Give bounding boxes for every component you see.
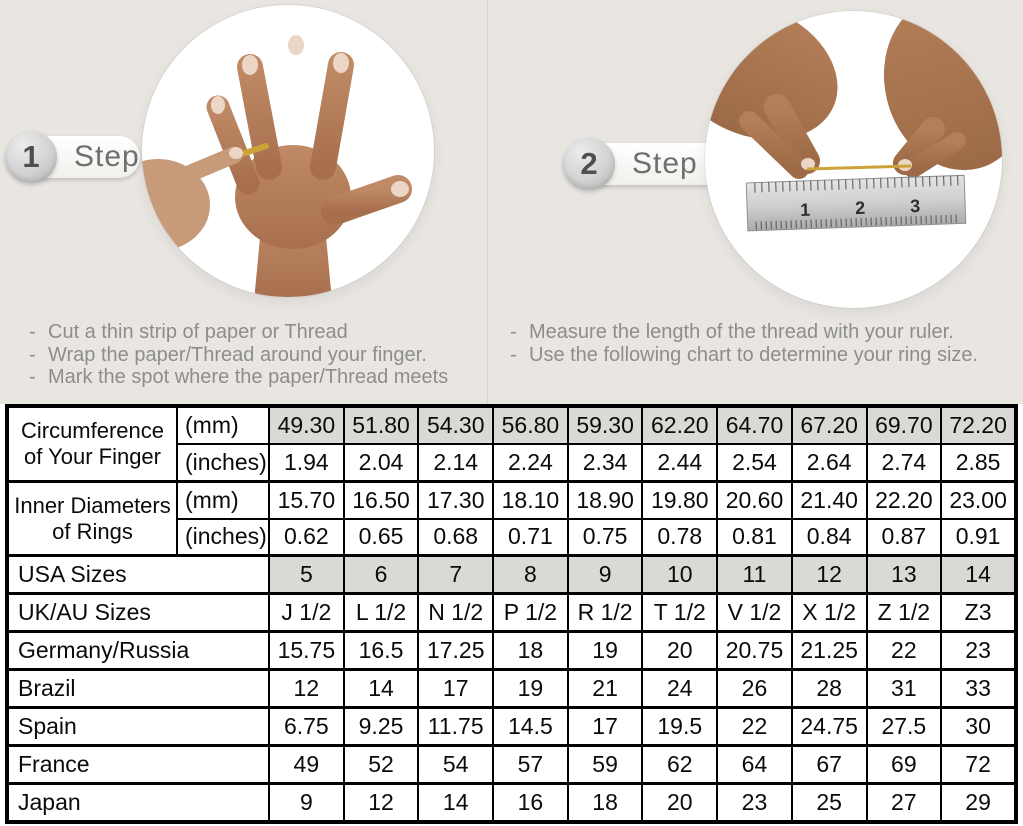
size-value-cell: 2.34 <box>568 444 643 481</box>
size-value-cell: 72 <box>941 745 1016 783</box>
step2-label: Step <box>632 147 698 180</box>
size-value-cell: 0.68 <box>418 519 493 556</box>
instruction-text: Wrap the paper/Thread around your finger. <box>48 343 427 366</box>
bullet-dash: - <box>510 343 517 366</box>
step1-photo <box>142 5 434 297</box>
unit-label: (inches) <box>177 444 269 481</box>
step1-badge <box>8 136 140 178</box>
row-label: UK/AU Sizes <box>7 594 269 632</box>
size-value-cell: 12 <box>269 670 344 708</box>
size-value-cell: 49 <box>269 745 344 783</box>
size-value-cell: 69.70 <box>867 406 942 444</box>
size-value-cell: 0.91 <box>941 519 1016 556</box>
row-label: Spain <box>7 708 269 746</box>
size-value-cell: 23 <box>941 632 1016 670</box>
size-value-cell: 29 <box>941 783 1016 822</box>
size-value-cell: 22 <box>867 632 942 670</box>
size-value-cell: 0.71 <box>493 519 568 556</box>
size-value-cell: 21.40 <box>792 481 867 518</box>
size-value-cell: 17 <box>568 708 643 746</box>
row-label: Germany/Russia <box>7 632 269 670</box>
step1-instructions <box>22 321 487 389</box>
size-value-cell: 56.80 <box>493 406 568 444</box>
step2-instructions <box>503 321 1021 366</box>
main-hand <box>211 35 409 297</box>
size-value-cell: R 1/2 <box>568 594 643 632</box>
size-value-cell: 0.78 <box>642 519 717 556</box>
size-value-cell: 20.75 <box>717 632 792 670</box>
size-value-cell: 20.60 <box>717 481 792 518</box>
size-value-cell: 19 <box>493 670 568 708</box>
step2-number: 2 <box>563 138 615 190</box>
size-value-cell: 28 <box>792 670 867 708</box>
section-divider <box>487 0 488 404</box>
row-group-label: Circumference of Your Finger <box>7 406 177 481</box>
size-value-cell: 62.20 <box>642 406 717 444</box>
pointing-hand <box>142 147 243 251</box>
size-value-cell: 12 <box>344 783 419 822</box>
size-value-cell: 31 <box>867 670 942 708</box>
size-value-cell: N 1/2 <box>418 594 493 632</box>
size-value-cell: 2.85 <box>941 444 1016 481</box>
instruction-line <box>22 344 487 367</box>
measuring-thread-illustration <box>705 11 1002 308</box>
size-value-cell: 9 <box>568 556 643 594</box>
row-label: Brazil <box>7 670 269 708</box>
size-value-cell: 19.80 <box>642 481 717 518</box>
unit-label: (inches) <box>177 519 269 556</box>
size-value-cell: 16 <box>493 783 568 822</box>
size-value-cell: 9 <box>269 783 344 822</box>
bullet-dash: - <box>29 321 36 343</box>
size-value-cell: 18 <box>493 632 568 670</box>
size-value-cell: 9.25 <box>344 708 419 746</box>
size-value-cell: 2.64 <box>792 444 867 481</box>
size-value-cell: 17.30 <box>418 481 493 518</box>
size-value-cell: 16.50 <box>344 481 419 518</box>
size-value-cell: 18.10 <box>493 481 568 518</box>
size-value-cell: 64 <box>717 745 792 783</box>
size-chart-section <box>0 404 1023 826</box>
size-value-cell: 8 <box>493 556 568 594</box>
size-value-cell: 15.70 <box>269 481 344 518</box>
size-value-cell: 0.81 <box>717 519 792 556</box>
size-value-cell: 69 <box>867 745 942 783</box>
hand-with-ring-illustration <box>142 5 434 297</box>
ruler-illustration <box>746 175 966 231</box>
bullet-dash: - <box>29 366 36 388</box>
row-label: USA Sizes <box>7 556 269 594</box>
size-value-cell: 27.5 <box>867 708 942 746</box>
table-row <box>7 745 1016 783</box>
size-value-cell: V 1/2 <box>717 594 792 632</box>
table-row <box>7 783 1016 822</box>
size-value-cell: 14 <box>344 670 419 708</box>
size-value-cell: 57 <box>493 745 568 783</box>
step1-number: 1 <box>5 131 57 183</box>
size-value-cell: 72.20 <box>941 406 1016 444</box>
size-value-cell: 11.75 <box>418 708 493 746</box>
size-value-cell: 2.54 <box>717 444 792 481</box>
size-value-cell: 27 <box>867 783 942 822</box>
instruction-text: Use the following chart to determine your ring size. <box>529 343 979 366</box>
table-row <box>7 632 1016 670</box>
size-value-cell: 14 <box>941 556 1016 594</box>
size-value-cell: 54 <box>418 745 493 783</box>
size-value-cell: X 1/2 <box>792 594 867 632</box>
row-label: Japan <box>7 783 269 822</box>
size-value-cell: 21.25 <box>792 632 867 670</box>
table-row <box>7 481 1016 518</box>
size-value-cell: 67.20 <box>792 406 867 444</box>
bullet-dash: - <box>510 321 517 343</box>
size-value-cell: 33 <box>941 670 1016 708</box>
bullet-dash: - <box>29 343 36 366</box>
size-value-cell: T 1/2 <box>642 594 717 632</box>
size-value-cell: 2.04 <box>344 444 419 481</box>
size-value-cell: 0.62 <box>269 519 344 556</box>
size-value-cell: 18.90 <box>568 481 643 518</box>
size-value-cell: 18 <box>568 783 643 822</box>
size-value-cell: 59 <box>568 745 643 783</box>
size-value-cell: 16.5 <box>344 632 419 670</box>
size-value-cell: 12 <box>792 556 867 594</box>
instruction-line <box>503 321 1021 344</box>
unit-label: (mm) <box>177 481 269 518</box>
size-value-cell: 14 <box>418 783 493 822</box>
size-value-cell: P 1/2 <box>493 594 568 632</box>
size-value-cell: 24 <box>642 670 717 708</box>
size-value-cell: 0.75 <box>568 519 643 556</box>
step1-label: Step <box>74 140 140 173</box>
size-value-cell: 0.65 <box>344 519 419 556</box>
size-value-cell: 17.25 <box>418 632 493 670</box>
size-value-cell: 5 <box>269 556 344 594</box>
size-value-cell: J 1/2 <box>269 594 344 632</box>
size-value-cell: 19 <box>568 632 643 670</box>
size-value-cell: 2.14 <box>418 444 493 481</box>
ring-size-table <box>5 404 1018 824</box>
ring-size-table-body <box>7 406 1016 822</box>
size-value-cell: 49.30 <box>269 406 344 444</box>
size-value-cell: 14.5 <box>493 708 568 746</box>
size-value-cell: 0.84 <box>792 519 867 556</box>
instruction-text: Measure the length of the thread with your ruler. <box>529 321 954 343</box>
size-value-cell: L 1/2 <box>344 594 419 632</box>
size-value-cell: 15.75 <box>269 632 344 670</box>
instruction-line <box>503 344 1021 367</box>
ruler-number: 1 <box>799 199 811 221</box>
size-value-cell: 22.20 <box>867 481 942 518</box>
size-value-cell: 51.80 <box>344 406 419 444</box>
size-value-cell: 24.75 <box>792 708 867 746</box>
table-row <box>7 594 1016 632</box>
table-row <box>7 556 1016 594</box>
size-value-cell: 21 <box>568 670 643 708</box>
size-value-cell: Z3 <box>941 594 1016 632</box>
size-value-cell: 2.44 <box>642 444 717 481</box>
size-value-cell: 6.75 <box>269 708 344 746</box>
size-value-cell: 7 <box>418 556 493 594</box>
size-value-cell: Z 1/2 <box>867 594 942 632</box>
size-value-cell: 17 <box>418 670 493 708</box>
step2-photo <box>705 11 1002 308</box>
size-value-cell: 52 <box>344 745 419 783</box>
size-value-cell: 22 <box>717 708 792 746</box>
size-value-cell: 67 <box>792 745 867 783</box>
size-value-cell: 25 <box>792 783 867 822</box>
unit-label: (mm) <box>177 406 269 444</box>
instruction-line <box>22 321 487 344</box>
size-value-cell: 1.94 <box>269 444 344 481</box>
size-value-cell: 30 <box>941 708 1016 746</box>
size-value-cell: 59.30 <box>568 406 643 444</box>
size-value-cell: 54.30 <box>418 406 493 444</box>
size-value-cell: 23 <box>717 783 792 822</box>
size-value-cell: 2.74 <box>867 444 942 481</box>
size-value-cell: 0.87 <box>867 519 942 556</box>
size-value-cell: 13 <box>867 556 942 594</box>
instruction-line <box>22 366 487 389</box>
size-value-cell: 20 <box>642 632 717 670</box>
ruler-number: 3 <box>909 195 921 217</box>
left-hand <box>705 11 859 170</box>
size-value-cell: 23.00 <box>941 481 1016 518</box>
size-value-cell: 64.70 <box>717 406 792 444</box>
size-value-cell: 62 <box>642 745 717 783</box>
instruction-text: Cut a thin strip of paper or Thread <box>48 321 348 343</box>
size-value-cell: 20 <box>642 783 717 822</box>
right-hand <box>866 11 1002 186</box>
table-row <box>7 406 1016 444</box>
size-value-cell: 2.24 <box>493 444 568 481</box>
size-value-cell: 19.5 <box>642 708 717 746</box>
row-group-label: Inner Diameters of Rings <box>7 481 177 556</box>
row-label: France <box>7 745 269 783</box>
table-row <box>7 670 1016 708</box>
size-value-cell: 26 <box>717 670 792 708</box>
size-value-cell: 10 <box>642 556 717 594</box>
instructions-section <box>0 0 1023 404</box>
instruction-text: Mark the spot where the paper/Thread meets <box>48 366 449 388</box>
table-row <box>7 708 1016 746</box>
size-value-cell: 11 <box>717 556 792 594</box>
size-value-cell: 6 <box>344 556 419 594</box>
ruler-number: 2 <box>854 197 866 219</box>
